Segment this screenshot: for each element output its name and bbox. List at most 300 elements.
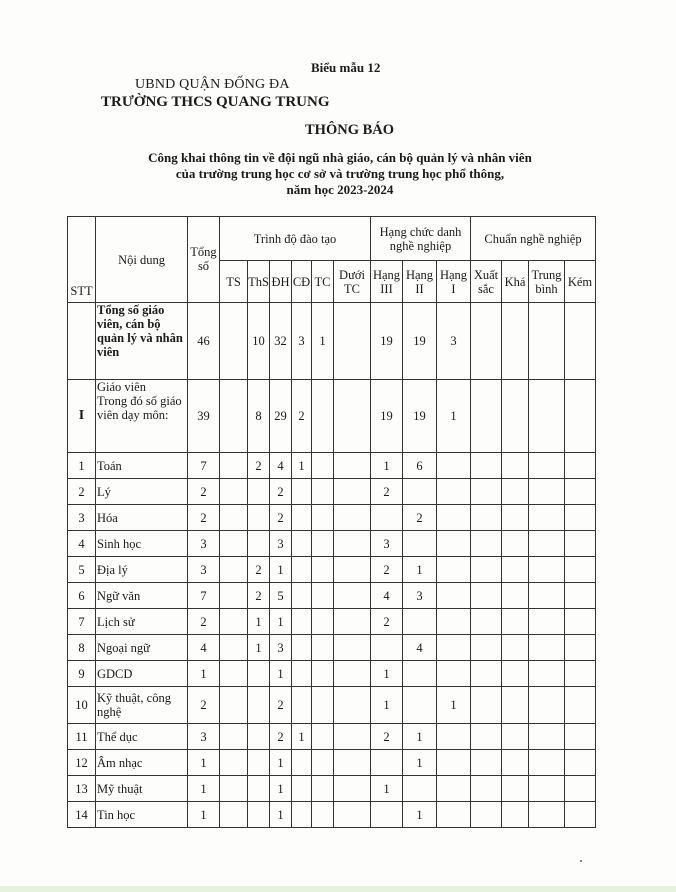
cell-poor	[565, 661, 596, 687]
cell-rank-1	[437, 453, 471, 479]
cell-good	[502, 750, 529, 776]
cell-rank-2: 19	[403, 380, 437, 453]
cell-below-tc	[334, 531, 371, 557]
cell-ts	[220, 724, 248, 750]
cell-cd: 3	[292, 303, 312, 380]
cell-below-tc	[334, 635, 371, 661]
cell-rank-3	[371, 750, 403, 776]
table-row	[68, 505, 596, 531]
table-header	[68, 217, 596, 303]
cell-tc	[312, 724, 334, 750]
cell-good	[502, 453, 529, 479]
cell-cd	[292, 583, 312, 609]
cell-excellent	[471, 531, 502, 557]
cell-rank-2: 1	[403, 750, 437, 776]
cell-dh: 1	[270, 661, 292, 687]
cell-stt: 11	[68, 724, 96, 750]
header-poor: Kém	[565, 261, 596, 303]
cell-poor	[565, 635, 596, 661]
cell-ts	[220, 531, 248, 557]
cell-dh: 1	[270, 750, 292, 776]
cell-tc	[312, 802, 334, 828]
cell-total: 7	[188, 453, 220, 479]
cell-tc	[312, 635, 334, 661]
cell-average	[529, 687, 565, 724]
cell-ths	[248, 776, 270, 802]
subtitle-line-2: của trường trung học cơ sở và trường trung học phổ thông,	[175, 166, 505, 181]
header-dh: ĐH	[270, 261, 292, 303]
cell-poor	[565, 802, 596, 828]
header-rank-2: Hạng II	[403, 261, 437, 303]
cell-stt: 3	[68, 505, 96, 531]
cell-average	[529, 479, 565, 505]
cell-tc	[312, 505, 334, 531]
cell-poor	[565, 557, 596, 583]
cell-cd	[292, 750, 312, 776]
cell-stt: 6	[68, 583, 96, 609]
cell-average	[529, 802, 565, 828]
cell-cd	[292, 609, 312, 635]
cell-rank-1	[437, 724, 471, 750]
cell-cd: 1	[292, 724, 312, 750]
cell-total: 2	[188, 687, 220, 724]
cell-excellent	[471, 583, 502, 609]
cell-content: Kỹ thuật, công nghệ	[96, 687, 188, 724]
cell-excellent	[471, 750, 502, 776]
cell-excellent	[471, 303, 502, 380]
cell-cd	[292, 661, 312, 687]
cell-total: 1	[188, 661, 220, 687]
cell-good	[502, 609, 529, 635]
bottom-strip	[0, 886, 676, 892]
cell-ths	[248, 802, 270, 828]
cell-rank-3: 1	[371, 453, 403, 479]
cell-dh: 2	[270, 687, 292, 724]
cell-total: 46	[188, 303, 220, 380]
cell-content: Toán	[96, 453, 188, 479]
cell-ths	[248, 724, 270, 750]
cell-ths: 1	[248, 635, 270, 661]
table-row	[68, 583, 596, 609]
table-body	[68, 303, 596, 453]
cell-content: Lịch sử	[96, 609, 188, 635]
cell-rank-1	[437, 531, 471, 557]
cell-below-tc	[334, 583, 371, 609]
cell-good	[502, 724, 529, 750]
cell-rank-1: 1	[437, 687, 471, 724]
cell-total: 2	[188, 505, 220, 531]
cell-ths: 2	[248, 583, 270, 609]
cell-excellent	[471, 635, 502, 661]
cell-below-tc	[334, 802, 371, 828]
cell-average	[529, 505, 565, 531]
cell-rank-2: 4	[403, 635, 437, 661]
cell-ths	[248, 531, 270, 557]
cell-ths: 8	[248, 380, 270, 453]
cell-ts	[220, 303, 248, 380]
header-average: Trung bình	[529, 261, 565, 303]
cell-ts	[220, 557, 248, 583]
cell-dh: 2	[270, 724, 292, 750]
cell-content: Hóa	[96, 505, 188, 531]
table-row	[68, 635, 596, 661]
cell-content	[96, 380, 188, 453]
cell-stt: 1	[68, 453, 96, 479]
cell-good	[502, 635, 529, 661]
cell-rank-2	[403, 609, 437, 635]
form-number: Biểu mẫu 12	[311, 60, 381, 75]
cell-ts	[220, 380, 248, 453]
cell-rank-2: 1	[403, 724, 437, 750]
cell-excellent	[471, 776, 502, 802]
notice-title: THÔNG BÁO	[305, 122, 395, 138]
header-stt: STT	[68, 217, 96, 303]
cell-rank-2: 1	[403, 802, 437, 828]
cell-ts	[220, 505, 248, 531]
cell-ths: 10	[248, 303, 270, 380]
cell-content: Thể dục	[96, 724, 188, 750]
cell-rank-1	[437, 557, 471, 583]
cell-rank-2	[403, 776, 437, 802]
cell-ts	[220, 583, 248, 609]
cell-below-tc	[334, 776, 371, 802]
cell-poor	[565, 724, 596, 750]
cell-rank-2	[403, 687, 437, 724]
cell-ths	[248, 750, 270, 776]
cell-tc	[312, 776, 334, 802]
cell-dh: 5	[270, 583, 292, 609]
table-row	[68, 609, 596, 635]
cell-poor	[565, 303, 596, 380]
cell-tc	[312, 609, 334, 635]
cell-content: Ngoại ngữ	[96, 635, 188, 661]
cell-ts	[220, 479, 248, 505]
cell-poor	[565, 505, 596, 531]
cell-rank-3	[371, 802, 403, 828]
cell-content-heading: Giáo viên	[97, 380, 146, 394]
cell-ths	[248, 661, 270, 687]
header-content: Nội dung	[96, 217, 188, 303]
cell-total: 3	[188, 531, 220, 557]
cell-content: Tin học	[96, 802, 188, 828]
cell-average	[529, 557, 565, 583]
cell-total: 3	[188, 557, 220, 583]
cell-excellent	[471, 802, 502, 828]
header-training-group: Trình độ đào tạo	[220, 217, 371, 261]
cell-ts	[220, 776, 248, 802]
table-row	[68, 453, 596, 479]
cell-cd	[292, 531, 312, 557]
cell-rank-2: 19	[403, 303, 437, 380]
cell-ths	[248, 479, 270, 505]
cell-content-note: Trong đó số giáo viên dạy môn:	[97, 394, 182, 422]
cell-total: 4	[188, 635, 220, 661]
cell-rank-1	[437, 505, 471, 531]
scan-speck	[580, 860, 582, 862]
cell-cd	[292, 505, 312, 531]
cell-excellent	[471, 479, 502, 505]
cell-rank-1	[437, 750, 471, 776]
cell-rank-2	[403, 531, 437, 557]
cell-below-tc	[334, 453, 371, 479]
cell-poor	[565, 776, 596, 802]
cell-poor	[565, 609, 596, 635]
cell-below-tc	[334, 724, 371, 750]
header-ts: TS	[220, 261, 248, 303]
cell-rank-1: 1	[437, 380, 471, 453]
organization-name: UBND QUẬN ĐỐNG ĐA	[135, 77, 290, 92]
cell-excellent	[471, 380, 502, 453]
cell-average	[529, 635, 565, 661]
cell-stt: I	[68, 380, 96, 453]
cell-excellent	[471, 453, 502, 479]
cell-ths: 1	[248, 609, 270, 635]
cell-stt: 7	[68, 609, 96, 635]
cell-ths	[248, 687, 270, 724]
cell-ths: 2	[248, 557, 270, 583]
cell-rank-1	[437, 776, 471, 802]
cell-rank-3: 3	[371, 531, 403, 557]
header-excellent: Xuất sắc	[471, 261, 502, 303]
table-row	[68, 724, 596, 750]
table-row	[68, 303, 596, 380]
cell-cd	[292, 479, 312, 505]
cell-rank-1	[437, 802, 471, 828]
cell-total: 1	[188, 750, 220, 776]
cell-ts	[220, 609, 248, 635]
cell-good	[502, 687, 529, 724]
table-row	[68, 661, 596, 687]
cell-content: Sinh học	[96, 531, 188, 557]
cell-below-tc	[334, 661, 371, 687]
cell-rank-3: 2	[371, 479, 403, 505]
cell-stt: 5	[68, 557, 96, 583]
table-row	[68, 479, 596, 505]
cell-average	[529, 776, 565, 802]
table-row	[68, 531, 596, 557]
cell-dh: 32	[270, 303, 292, 380]
cell-rank-1	[437, 661, 471, 687]
cell-ts	[220, 635, 248, 661]
cell-good	[502, 557, 529, 583]
cell-cd: 2	[292, 380, 312, 453]
table-row	[68, 687, 596, 724]
cell-ths: 2	[248, 453, 270, 479]
notice-subtitle	[80, 150, 600, 198]
cell-ts	[220, 687, 248, 724]
cell-good	[502, 661, 529, 687]
cell-rank-3	[371, 505, 403, 531]
cell-good	[502, 802, 529, 828]
cell-stt: 8	[68, 635, 96, 661]
cell-excellent	[471, 661, 502, 687]
cell-poor	[565, 750, 596, 776]
cell-tc	[312, 750, 334, 776]
cell-stt: 10	[68, 687, 96, 724]
header-standard-group: Chuẩn nghề nghiệp	[471, 217, 596, 261]
cell-ths	[248, 505, 270, 531]
cell-cd	[292, 635, 312, 661]
cell-average	[529, 380, 565, 453]
cell-rank-1	[437, 479, 471, 505]
cell-total: 39	[188, 380, 220, 453]
header-ths: ThS	[248, 261, 270, 303]
cell-poor	[565, 687, 596, 724]
cell-below-tc	[334, 609, 371, 635]
cell-content: Địa lý	[96, 557, 188, 583]
cell-stt: 12	[68, 750, 96, 776]
cell-poor	[565, 453, 596, 479]
cell-average	[529, 609, 565, 635]
cell-cd	[292, 776, 312, 802]
table-row	[68, 750, 596, 776]
cell-rank-1	[437, 635, 471, 661]
cell-dh: 2	[270, 479, 292, 505]
header-rank-group: Hạng chức danh nghề nghiệp	[371, 217, 471, 261]
header-good: Khá	[502, 261, 529, 303]
cell-total: 1	[188, 776, 220, 802]
cell-poor	[565, 479, 596, 505]
cell-rank-3: 2	[371, 724, 403, 750]
cell-content: Mỹ thuật	[96, 776, 188, 802]
header-tc: TC	[312, 261, 334, 303]
cell-below-tc	[334, 303, 371, 380]
cell-total: 1	[188, 802, 220, 828]
cell-rank-1: 3	[437, 303, 471, 380]
cell-excellent	[471, 609, 502, 635]
cell-total: 7	[188, 583, 220, 609]
table-row	[68, 776, 596, 802]
header-total: Tổng số	[188, 217, 220, 303]
cell-excellent	[471, 557, 502, 583]
table-row	[68, 802, 596, 828]
cell-rank-3: 1	[371, 687, 403, 724]
cell-content: Ngữ văn	[96, 583, 188, 609]
cell-average	[529, 661, 565, 687]
cell-content: GDCD	[96, 661, 188, 687]
cell-rank-3: 1	[371, 776, 403, 802]
cell-ts	[220, 802, 248, 828]
cell-stt: 2	[68, 479, 96, 505]
cell-below-tc	[334, 557, 371, 583]
cell-excellent	[471, 505, 502, 531]
cell-rank-3: 4	[371, 583, 403, 609]
cell-good	[502, 531, 529, 557]
cell-rank-2: 3	[403, 583, 437, 609]
subtitle-line-1: Công khai thông tin về đội ngũ nhà giáo, cán bộ quản lý và nhân viên	[148, 150, 532, 165]
cell-dh: 2	[270, 505, 292, 531]
cell-rank-2	[403, 479, 437, 505]
cell-good	[502, 303, 529, 380]
cell-tc	[312, 453, 334, 479]
cell-ts	[220, 750, 248, 776]
cell-total: 2	[188, 479, 220, 505]
cell-dh: 1	[270, 802, 292, 828]
cell-rank-3: 19	[371, 380, 403, 453]
cell-total: 2	[188, 609, 220, 635]
cell-rank-3: 2	[371, 557, 403, 583]
cell-rank-3	[371, 635, 403, 661]
cell-stt: 13	[68, 776, 96, 802]
cell-tc	[312, 479, 334, 505]
cell-rank-2: 2	[403, 505, 437, 531]
subtitle-line-3: năm học 2023-2024	[286, 182, 394, 197]
cell-rank-1	[437, 583, 471, 609]
header-rank-1: Hạng I	[437, 261, 471, 303]
cell-total: 3	[188, 724, 220, 750]
cell-tc	[312, 380, 334, 453]
table-row	[68, 380, 596, 453]
cell-stt	[68, 303, 96, 380]
cell-dh: 1	[270, 609, 292, 635]
cell-cd: 1	[292, 453, 312, 479]
header-rank-3: Hạng III	[371, 261, 403, 303]
cell-tc	[312, 583, 334, 609]
cell-average	[529, 583, 565, 609]
cell-good	[502, 479, 529, 505]
cell-content: Lý	[96, 479, 188, 505]
cell-rank-2	[403, 661, 437, 687]
cell-good	[502, 505, 529, 531]
cell-average	[529, 303, 565, 380]
cell-below-tc	[334, 687, 371, 724]
cell-stt: 14	[68, 802, 96, 828]
cell-tc	[312, 557, 334, 583]
cell-cd	[292, 687, 312, 724]
cell-stt: 4	[68, 531, 96, 557]
subject-rows	[68, 453, 596, 828]
school-name: TRƯỜNG THCS QUANG TRUNG	[101, 94, 330, 110]
cell-content: Âm nhạc	[96, 750, 188, 776]
cell-rank-3: 1	[371, 661, 403, 687]
header-cd: CĐ	[292, 261, 312, 303]
cell-dh: 1	[270, 557, 292, 583]
cell-tc: 1	[312, 303, 334, 380]
cell-excellent	[471, 724, 502, 750]
cell-cd	[292, 557, 312, 583]
cell-rank-3: 19	[371, 303, 403, 380]
cell-dh: 3	[270, 635, 292, 661]
cell-tc	[312, 661, 334, 687]
cell-good	[502, 776, 529, 802]
staff-table	[67, 216, 596, 828]
cell-dh: 3	[270, 531, 292, 557]
cell-average	[529, 531, 565, 557]
cell-below-tc	[334, 750, 371, 776]
cell-rank-2: 6	[403, 453, 437, 479]
header-below-tc: Dưới TC	[334, 261, 371, 303]
cell-content: Tổng số giáo viên, cán bộ quản lý và nhân viên	[96, 303, 188, 380]
cell-ts	[220, 661, 248, 687]
cell-dh: 4	[270, 453, 292, 479]
cell-rank-2: 1	[403, 557, 437, 583]
cell-cd	[292, 802, 312, 828]
cell-ts	[220, 453, 248, 479]
cell-good	[502, 583, 529, 609]
cell-poor	[565, 380, 596, 453]
cell-rank-3: 2	[371, 609, 403, 635]
cell-rank-1	[437, 609, 471, 635]
cell-below-tc	[334, 380, 371, 453]
cell-dh: 1	[270, 776, 292, 802]
cell-average	[529, 724, 565, 750]
cell-excellent	[471, 687, 502, 724]
cell-below-tc	[334, 479, 371, 505]
cell-poor	[565, 531, 596, 557]
cell-tc	[312, 531, 334, 557]
cell-tc	[312, 687, 334, 724]
cell-average	[529, 453, 565, 479]
